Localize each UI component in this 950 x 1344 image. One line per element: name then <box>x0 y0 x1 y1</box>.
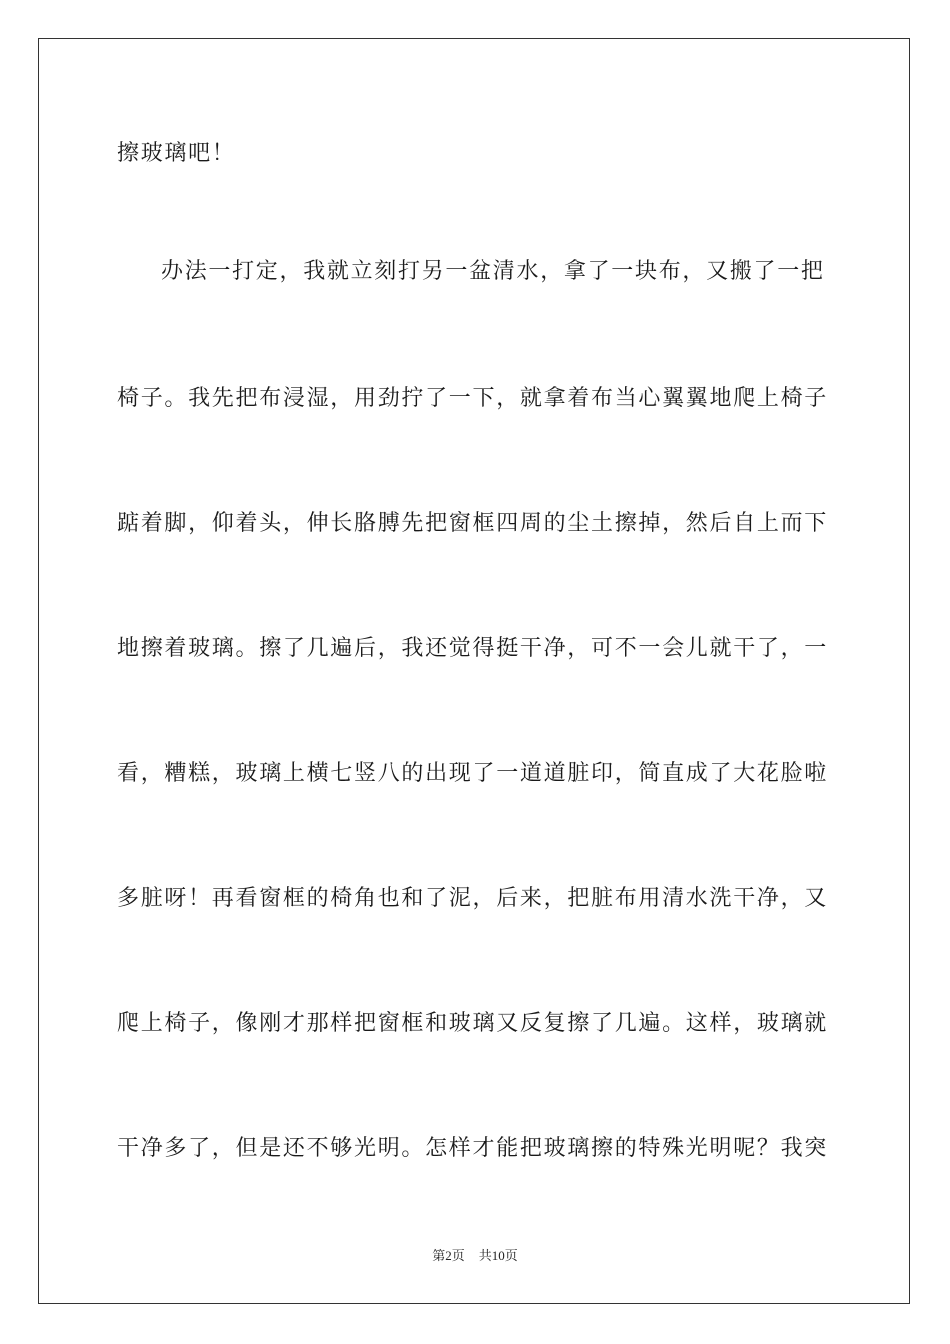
text-line: 干净多了，但是还不够光明。怎样才能把玻璃擦的特殊光明呢？我突 <box>117 1136 829 1161</box>
text-line: 地擦着玻璃。擦了几遍后，我还觉得挺干净，可不一会儿就干了，一 <box>117 636 829 661</box>
page-border <box>38 38 910 1304</box>
text-line: 爬上椅子，像刚才那样把窗框和玻璃又反复擦了几遍。这样，玻璃就 <box>117 1011 829 1036</box>
text-line: 踮着脚，仰着头，伸长胳膊先把窗框四周的尘土擦掉，然后自上而下 <box>117 511 829 536</box>
text-line: 多脏呀！再看窗框的椅角也和了泥，后来，把脏布用清水洗干净，又 <box>117 886 829 911</box>
page-number: 第2页 <box>432 1248 465 1263</box>
text-line: 办法一打定，我就立刻打另一盆清水，拿了一块布，又搬了一把 <box>161 259 825 284</box>
text-line: 看，糟糕，玻璃上横七竖八的出现了一道道脏印，简直成了大花脸啦 <box>117 761 829 786</box>
page-total: 共10页 <box>478 1248 518 1263</box>
text-line: 椅子。我先把布浸湿，用劲拧了一下，就拿着布当心翼翼地爬上椅子 <box>117 386 829 411</box>
page-footer <box>0 1247 950 1265</box>
text-line: 擦玻璃吧！ <box>117 141 236 166</box>
